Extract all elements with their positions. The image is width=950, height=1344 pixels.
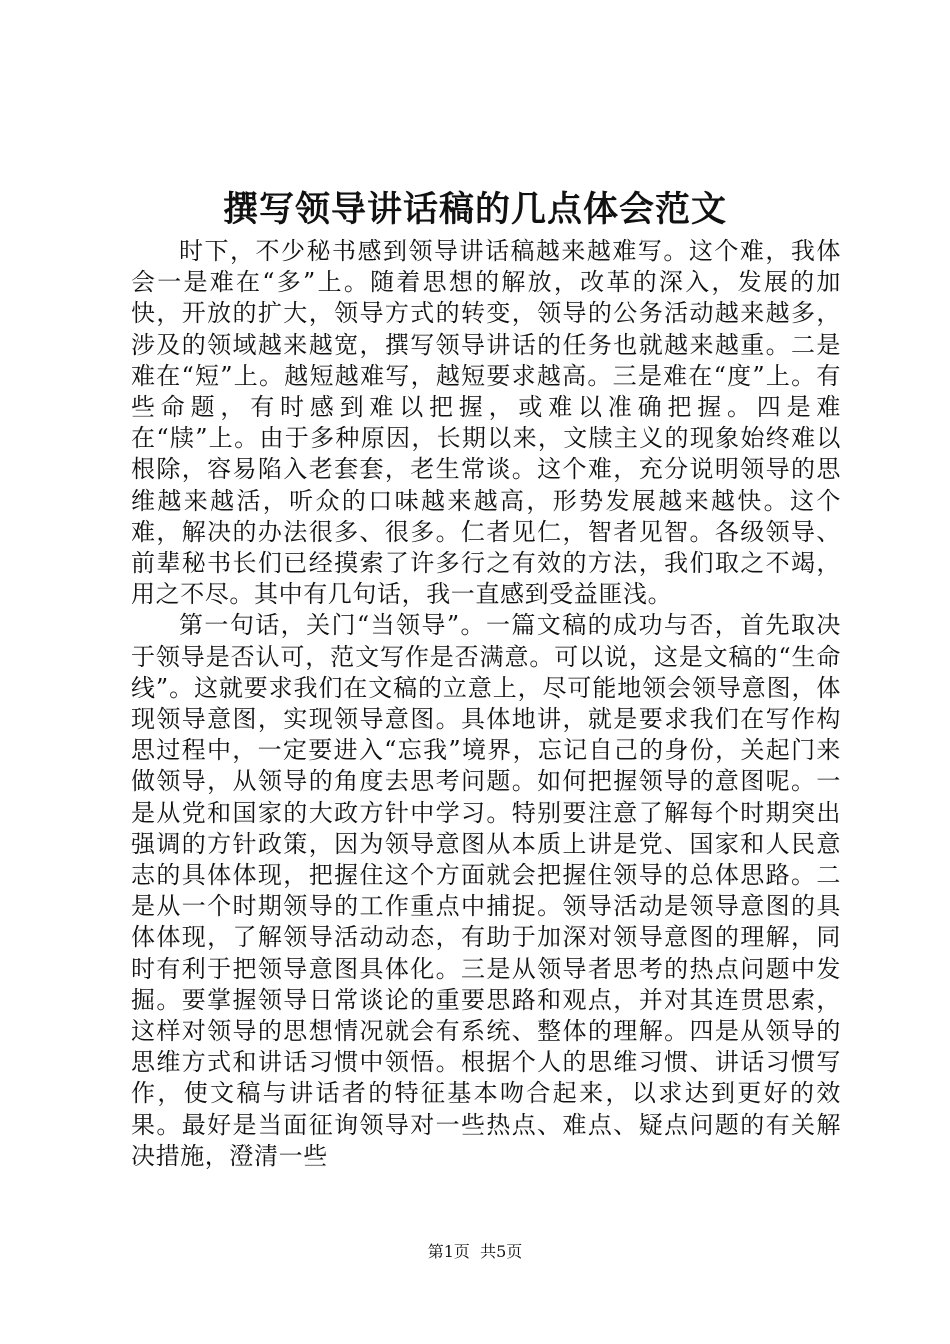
footer-separator xyxy=(470,1242,480,1261)
page-number: 第1页 xyxy=(427,1242,470,1261)
page-footer xyxy=(0,1241,950,1263)
document-title: 撰写领导讲话稿的几点体会范文 xyxy=(222,189,727,230)
document-body xyxy=(131,236,841,1172)
page-total: 共5页 xyxy=(480,1242,523,1261)
paragraph-2: 第一句话，关门“当领导”。一篇文稿的成功与否，首先取决于领导是否认可，范文写作是否满意。可以说，这是文稿的“生命线”。这就要求我们在文稿的立意上，尽可能地领会领导意图，体现领导意图，实现领导意图。具体地讲，就是要求我们在写作构思过程中，一定要进入“忘我”境界，忘记自己的身份，关起门来做领导，从领导的角度去思考问题。如何把握领导的意图呢。一是从党和国家的大政方针中学习。特别要注意了解每个时期突出强调的方针政策，因为领导意图从本质上讲是党、国家和人民意志的具体体现，把握住这个方面就会把握住领导的总体思路。二是从一个时期领导的工作重点中捕捉。领导活动是领导意图的具体体现，了解领导活动动态，有助于加深对领导意图的理解，同时有利于把领导意图具体化。三是从领导者思考的热点问题中发掘。要掌握领导日常谈论的重要思路和观点，并对其连贯思索，这样对领导的思想情况就会有系统、整体的理解。四是从领导的思维方式和讲话习惯中领悟。根据个人的思维习惯、讲话习惯写作，使文稿与讲话者的特征基本吻合起来，以求达到更好的效果。最好是当面征询领导对一些热点、难点、疑点问题的有关解决措施，澄清一些 xyxy=(131,611,841,1170)
paragraph-1: 时下，不少秘书感到领导讲话稿越来越难写。这个难，我体会一是难在“多”上。随着思想的解放，改革的深入，发展的加快，开放的扩大，领导方式的转变，领导的公务活动越来越多，涉及的领域越来越宽，撰写领导讲话的任务也就越来越重。二是难在“短”上。越短越难写，越短要求越高。三是难在“度”上。有些命题，有时感到难以把握，或难以准确把握。四是难在“牍”上。由于多种原因，长期以来，文牍主义的现象始终难以根除，容易陷入老套套，老生常谈。这个难，充分说明领导的思维越来越活，听众的口味越来越高，形势发展越来越快。这个难，解决的办法很多、很多。仁者见仁，智者见智。各级领导、前辈秘书长们已经摸索了许多行之有效的方法，我们取之不竭，用之不尽。其中有几句话，我一直感到受益匪浅。 xyxy=(131,237,841,609)
